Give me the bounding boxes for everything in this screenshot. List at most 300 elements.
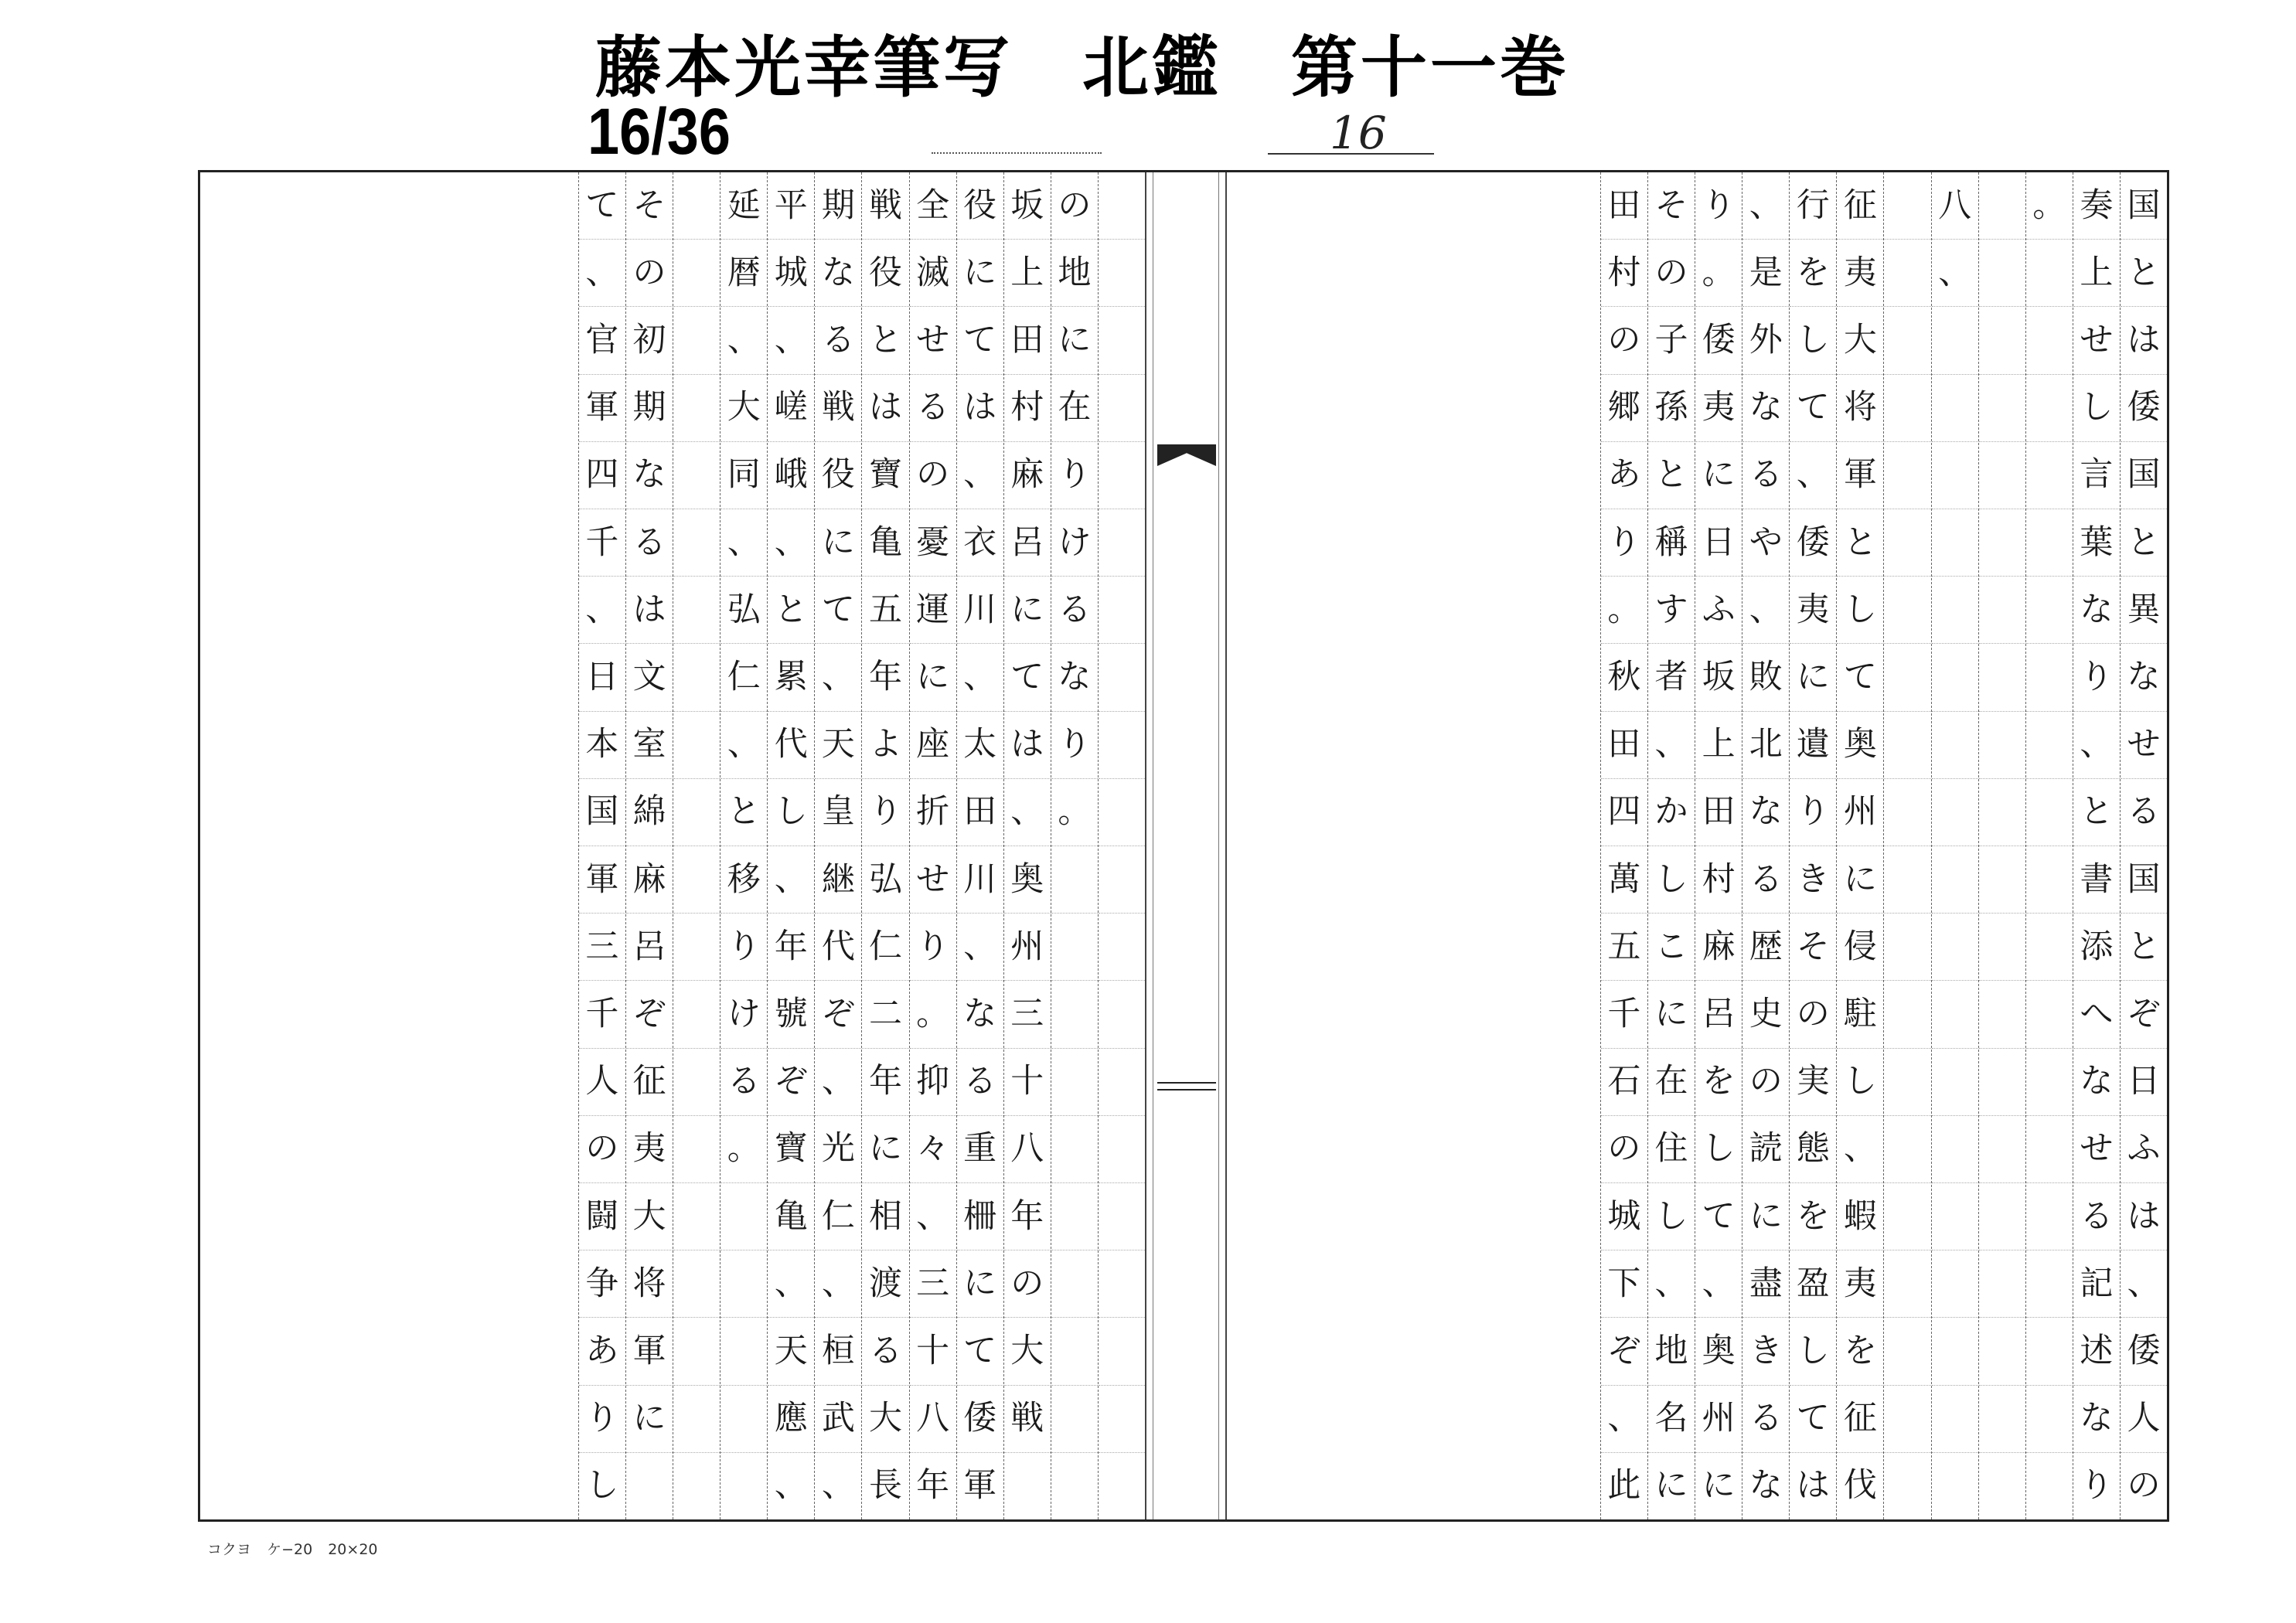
grid-cell: に: [1695, 442, 1742, 509]
grid-cell: 孫: [1648, 375, 1695, 442]
grid-cell: 十: [1004, 1049, 1051, 1116]
grid-cell: [2026, 712, 2073, 779]
grid-cell: 在: [1051, 375, 1098, 442]
grid-cell: て: [1695, 1183, 1742, 1250]
grid-cell: [1979, 240, 2025, 307]
grid-cell: [1884, 509, 1930, 577]
grid-cell: [1051, 1116, 1098, 1183]
grid-cell: [1932, 1386, 1978, 1453]
grid-cell: り: [2080, 1466, 2114, 1506]
grid-cell: 同: [720, 442, 767, 509]
grid-cell: [1979, 577, 2025, 644]
grid-cell: [1051, 914, 1098, 981]
grid-cell: [626, 1453, 673, 1519]
grid-cell: 代: [815, 914, 861, 981]
grid-cell: 石: [1601, 1049, 1647, 1116]
grid-cell: 敗: [1742, 644, 1789, 711]
grid-cell: [2026, 577, 2073, 644]
grid-cell: 十: [910, 1318, 956, 1385]
grid-cell: [673, 240, 720, 307]
grid-cell: [673, 1250, 720, 1318]
grid-cell: る: [862, 1318, 908, 1385]
grid-cell: せ: [2073, 307, 2120, 374]
grid-cell: 上: [2073, 240, 2120, 307]
grid-cell: [1884, 172, 1930, 240]
grid-cell: 下: [1601, 1250, 1647, 1318]
grid-cell: る: [1742, 442, 1789, 509]
grid-cell: [673, 846, 720, 914]
grid-cell: こ: [1648, 914, 1695, 981]
grid-cell: 。: [1601, 577, 1647, 644]
grid-cell: [1099, 172, 1145, 240]
grid-cell: 寶: [862, 442, 908, 509]
paper-model: ケ−20: [267, 1541, 313, 1558]
grid-cell: 、: [815, 644, 861, 711]
grid-cell: [1099, 779, 1145, 846]
grid-cell: 軍: [579, 846, 625, 914]
center-fold-mark: [1157, 1082, 1216, 1091]
grid-cell: 八: [1004, 1116, 1051, 1183]
grid-cell: に: [626, 1386, 673, 1453]
grid-cell: 国: [579, 779, 625, 846]
center-gutter: [1145, 172, 1227, 1519]
grid-cell: る: [2073, 1183, 2120, 1250]
grid-cell: 州: [1695, 1386, 1742, 1453]
grid-cell: [1932, 981, 1978, 1048]
grid-cell: と: [862, 307, 908, 374]
grid-cell: 人: [2121, 1386, 2167, 1453]
grid-cell: 村: [1004, 375, 1051, 442]
grid-cell: 、: [1004, 779, 1051, 846]
grid-cell: 、: [1695, 1250, 1742, 1318]
grid-cell: り: [2073, 644, 2120, 711]
grid-cell: 、: [579, 577, 625, 644]
grid-cell: の: [1051, 172, 1098, 240]
grid-cell: 奏: [2073, 172, 2120, 240]
grid-cell: 添: [2073, 914, 2120, 981]
manuscript-column: [1695, 172, 1742, 1519]
grid-cell: 、: [579, 240, 625, 307]
grid-cell: す: [1648, 577, 1695, 644]
grid-cell: 田: [1004, 307, 1051, 374]
grid-cell: を: [1790, 1183, 1836, 1250]
grid-cell: [673, 779, 720, 846]
grid-cell: 国: [2121, 442, 2167, 509]
grid-cell: [2026, 779, 2073, 846]
grid-cell: 倭: [2121, 1318, 2167, 1385]
grid-cell: [1099, 577, 1145, 644]
grid-cell: 坂: [1004, 172, 1051, 240]
grid-cell: 征: [626, 1049, 673, 1116]
grid-cell: [673, 712, 720, 779]
grid-cell: に: [1702, 1466, 1736, 1506]
grid-cell: の: [579, 1116, 625, 1183]
grid-cell: な: [2121, 644, 2167, 711]
grid-cell: [1884, 442, 1930, 509]
grid-cell: 麻: [1004, 442, 1051, 509]
manuscript-column: [956, 172, 1003, 1519]
page-number-dotted-rule: [932, 152, 1102, 154]
grid-cell: 奥: [1695, 1318, 1742, 1385]
grid-cell: [2026, 846, 2073, 914]
grid-cell: し: [2073, 375, 2120, 442]
grid-cell: [2026, 1183, 2073, 1250]
grid-cell: 奥: [1837, 712, 1883, 779]
grid-cell: は: [957, 375, 1003, 442]
grid-cell: 在: [1648, 1049, 1695, 1116]
grid-cell: 、: [957, 644, 1003, 711]
grid-cell: 亀: [862, 509, 908, 577]
grid-cell: 、: [1601, 1386, 1647, 1453]
grid-cell: [1884, 846, 1930, 914]
grid-cell: [1979, 307, 2025, 374]
grid-cell: 文: [626, 644, 673, 711]
grid-cell: 綿: [626, 779, 673, 846]
grid-cell: 、: [2121, 1250, 2167, 1318]
grid-cell: [1979, 644, 2025, 711]
grid-cell: [1884, 712, 1930, 779]
grid-cell: [1932, 779, 1978, 846]
grid-cell: 亀: [768, 1183, 814, 1250]
grid-cell: [1884, 375, 1930, 442]
grid-cell: 、: [815, 1250, 861, 1318]
grid-cell: 大: [1837, 307, 1883, 374]
grid-cell: 全: [910, 172, 956, 240]
grid-cell: [2026, 914, 2073, 981]
grid-cell: き: [1790, 846, 1836, 914]
grid-cell: 夷: [626, 1116, 673, 1183]
grid-cell: [2026, 981, 2073, 1048]
grid-cell: 代: [768, 712, 814, 779]
grid-cell: 州: [1837, 779, 1883, 846]
grid-cell: [1932, 1116, 1978, 1183]
grid-cell: [2026, 1318, 2073, 1385]
grid-cell: [673, 172, 720, 240]
grid-cell: 坂: [1695, 644, 1742, 711]
grid-cell: [1979, 1049, 2025, 1116]
grid-cell: [1099, 1318, 1145, 1385]
grid-cell: 天: [768, 1318, 814, 1385]
grid-cell: [673, 1049, 720, 1116]
grid-cell: し: [1648, 846, 1695, 914]
genkou-manuscript-grid: [198, 170, 2169, 1522]
grid-cell: [2026, 1250, 2073, 1318]
grid-cell: 平: [768, 172, 814, 240]
grid-cell: [2026, 1386, 2073, 1453]
manuscript-column: [1600, 172, 1647, 1519]
grid-cell: [1004, 1453, 1051, 1519]
grid-cell: 柵: [957, 1183, 1003, 1250]
grid-cell: に: [1648, 981, 1695, 1048]
grid-cell: 仁: [720, 644, 767, 711]
grid-cell: 渡: [862, 1250, 908, 1318]
grid-cell: [673, 1318, 720, 1385]
grid-cell: 、: [815, 1049, 861, 1116]
grid-cell: 。: [910, 981, 956, 1048]
grid-cell: に: [957, 1250, 1003, 1318]
grid-cell: に: [862, 1116, 908, 1183]
grid-cell: に: [1654, 1466, 1688, 1506]
grid-cell: の: [1601, 1116, 1647, 1183]
grid-cell: と: [2073, 779, 2120, 846]
grid-cell: 三: [910, 1250, 956, 1318]
grid-cell: [1884, 644, 1930, 711]
grid-cell: て: [957, 1318, 1003, 1385]
grid-cell: し: [768, 779, 814, 846]
grid-cell: に: [815, 509, 861, 577]
grid-cell: [1051, 1049, 1098, 1116]
grid-cell: 村: [1601, 240, 1647, 307]
grid-cell: 五: [1601, 914, 1647, 981]
grid-cell: 人: [579, 1049, 625, 1116]
grid-cell: と: [2121, 914, 2167, 981]
grid-cell: の: [626, 240, 673, 307]
grid-cell: [673, 1386, 720, 1453]
grid-cell: [1099, 442, 1145, 509]
grid-cell: 、: [1837, 1116, 1883, 1183]
grid-cell: [673, 644, 720, 711]
grid-cell: [720, 1183, 767, 1250]
grid-cell: な: [957, 981, 1003, 1048]
grid-cell: 史: [1742, 981, 1789, 1048]
grid-cell: [1884, 1183, 1930, 1250]
grid-cell: [1051, 981, 1098, 1048]
grid-cell: の: [2127, 1466, 2161, 1506]
grid-cell: 日: [2121, 1049, 2167, 1116]
grid-cell: と: [1648, 442, 1695, 509]
grid-cell: な: [1742, 375, 1789, 442]
grid-cell: [1099, 307, 1145, 374]
grid-cell: 葉: [2073, 509, 2120, 577]
grid-cell: な: [2073, 1049, 2120, 1116]
grid-cell: 是: [1742, 240, 1789, 307]
grid-cell: と: [2121, 509, 2167, 577]
grid-cell: る: [1742, 1386, 1789, 1453]
grid-cell: せ: [910, 846, 956, 914]
grid-cell: 三: [579, 914, 625, 981]
grid-cell: 室: [626, 712, 673, 779]
grid-cell: [1099, 914, 1145, 981]
grid-cell: [1932, 1453, 1978, 1519]
grid-cell: 上: [1004, 240, 1051, 307]
grid-cell: 盡: [1742, 1250, 1789, 1318]
grid-cell: 役: [957, 172, 1003, 240]
grid-cell: 仁: [862, 914, 908, 981]
grid-cell: て: [579, 172, 625, 240]
paper-maker: コクヨ: [207, 1541, 252, 1558]
grid-cell: 峨: [768, 442, 814, 509]
grid-cell: 征: [1837, 172, 1883, 240]
grid-cell: [673, 307, 720, 374]
grid-cell: 田: [957, 779, 1003, 846]
grid-cell: の: [1790, 981, 1836, 1048]
grid-cell: [673, 914, 720, 981]
grid-cell: [2026, 307, 2073, 374]
grid-cell: に: [1837, 846, 1883, 914]
grid-cell: り: [910, 914, 956, 981]
grid-cell: る: [957, 1049, 1003, 1116]
grid-cell: 四: [579, 442, 625, 509]
grid-cell: な: [1749, 1466, 1783, 1506]
grid-cell: そ: [626, 172, 673, 240]
manuscript-column: [909, 172, 956, 1519]
grid-cell: か: [1648, 779, 1695, 846]
grid-cell: [1979, 509, 2025, 577]
grid-cell: [1932, 846, 1978, 914]
grid-cell: 、: [910, 1183, 956, 1250]
manuscript-column: [1978, 172, 2025, 1519]
grid-cell: 、: [1742, 172, 1789, 240]
manuscript-column: [861, 172, 908, 1519]
grid-cell: 将: [626, 1250, 673, 1318]
grid-cell: 夷: [1837, 240, 1883, 307]
grid-cell: 日: [579, 644, 625, 711]
grid-cell: 子: [1648, 307, 1695, 374]
grid-cell: に: [1004, 577, 1051, 644]
grid-cell: の: [1742, 1049, 1789, 1116]
grid-cell: 、: [1648, 712, 1695, 779]
grid-cell: [1932, 307, 1978, 374]
grid-cell: 呂: [1004, 509, 1051, 577]
grid-cell: て: [957, 307, 1003, 374]
grid-cell: [1979, 1183, 2025, 1250]
grid-cell: [1979, 846, 2025, 914]
grid-cell: り: [1695, 172, 1742, 240]
grid-cell: の: [1648, 240, 1695, 307]
grid-cell: あ: [1601, 442, 1647, 509]
grid-cell: [720, 1250, 767, 1318]
grid-cell: せ: [2121, 712, 2167, 779]
grid-cell: 、: [821, 1466, 855, 1506]
grid-cell: 倭: [1790, 509, 1836, 577]
grid-cell: [1932, 1049, 1978, 1116]
grid-cell: 秋: [1601, 644, 1647, 711]
grid-cell: 三: [1004, 981, 1051, 1048]
grid-cell: 嵯: [768, 375, 814, 442]
grid-cell: 。: [720, 1116, 767, 1183]
page-indicator: 16/36: [588, 95, 731, 168]
grid-cell: 延: [720, 172, 767, 240]
grid-cell: [2026, 1453, 2073, 1519]
grid-cell: 移: [720, 846, 767, 914]
grid-cell: [673, 1116, 720, 1183]
grid-cell: [2026, 375, 2073, 442]
grid-cell: 、: [774, 1466, 808, 1506]
grid-cell: [1979, 172, 2025, 240]
fishtail-mark-icon: [1157, 444, 1216, 466]
grid-cell: な: [1051, 644, 1098, 711]
grid-cell: 城: [768, 240, 814, 307]
manuscript-column: [2025, 172, 2073, 1519]
grid-cell: [1884, 1318, 1930, 1385]
manuscript-column: [673, 172, 720, 1519]
grid-cell: と: [720, 779, 767, 846]
grid-cell: [673, 375, 720, 442]
grid-cell: [1051, 1183, 1098, 1250]
grid-cell: 、: [768, 846, 814, 914]
grid-cell: 弘: [862, 846, 908, 914]
manuscript-left-half: [200, 172, 1145, 1519]
grid-cell: 村: [1695, 846, 1742, 914]
grid-cell: 田: [1695, 779, 1742, 846]
grid-cell: へ: [2073, 981, 2120, 1048]
grid-cell: 號: [768, 981, 814, 1048]
grid-cell: し: [1648, 1183, 1695, 1250]
grid-cell: 異: [2121, 577, 2167, 644]
grid-cell: 稱: [1648, 509, 1695, 577]
grid-cell: て: [1837, 644, 1883, 711]
grid-cell: [1979, 914, 2025, 981]
grid-cell: 折: [910, 779, 956, 846]
grid-cell: 住: [1648, 1116, 1695, 1183]
grid-cell: 夷: [1790, 577, 1836, 644]
manuscript-column: [578, 172, 625, 1519]
grid-cell: は: [1796, 1466, 1830, 1506]
grid-cell: 軍: [626, 1318, 673, 1385]
grid-cell: 地: [1051, 240, 1098, 307]
grid-cell: け: [1051, 509, 1098, 577]
grid-cell: [1979, 712, 2025, 779]
grid-cell: し: [1837, 577, 1883, 644]
grid-cell: 應: [768, 1386, 814, 1453]
grid-cell: [1099, 846, 1145, 914]
grid-cell: と: [1837, 509, 1883, 577]
manuscript-right-half: [1222, 172, 2167, 1519]
grid-cell: な: [2073, 577, 2120, 644]
document-title: 藤本光幸筆写 北鑑 第十一巻: [595, 29, 1569, 107]
grid-cell: 滅: [910, 240, 956, 307]
grid-cell: 、: [957, 442, 1003, 509]
grid-cell: て: [815, 577, 861, 644]
grid-cell: し: [1790, 1318, 1836, 1385]
grid-cell: [1979, 779, 2025, 846]
grid-cell: [673, 1183, 720, 1250]
grid-cell: 四: [1601, 779, 1647, 846]
grid-cell: ぞ: [815, 981, 861, 1048]
grid-cell: 役: [815, 442, 861, 509]
grid-cell: 武: [815, 1386, 861, 1453]
grid-cell: [1979, 981, 2025, 1048]
grid-cell: な: [626, 442, 673, 509]
paper-footer: [207, 1538, 378, 1559]
grid-cell: 夷: [1837, 1250, 1883, 1318]
grid-cell: 、: [957, 914, 1003, 981]
grid-cell: し: [1837, 1049, 1883, 1116]
grid-cell: [2026, 240, 2073, 307]
grid-cell: 態: [1790, 1116, 1836, 1183]
grid-cell: [1051, 1318, 1098, 1385]
grid-cell: [1884, 240, 1930, 307]
manuscript-column: [1836, 172, 1883, 1519]
grid-cell: [2026, 644, 2073, 711]
grid-cell: 麻: [626, 846, 673, 914]
grid-cell: [1884, 1116, 1930, 1183]
grid-cell: て: [1790, 1386, 1836, 1453]
grid-cell: ぞ: [2121, 981, 2167, 1048]
grid-cell: し: [1695, 1116, 1742, 1183]
grid-cell: 上: [1695, 712, 1742, 779]
grid-cell: 、: [1648, 1250, 1695, 1318]
grid-cell: 光: [815, 1116, 861, 1183]
grid-cell: し: [1790, 307, 1836, 374]
grid-cell: り: [1051, 712, 1098, 779]
grid-cell: [1884, 1453, 1930, 1519]
grid-cell: り: [1790, 779, 1836, 846]
grid-cell: 大: [862, 1386, 908, 1453]
manuscript-column: [1003, 172, 1051, 1519]
grid-cell: ふ: [2121, 1116, 2167, 1183]
grid-cell: や: [1742, 509, 1789, 577]
